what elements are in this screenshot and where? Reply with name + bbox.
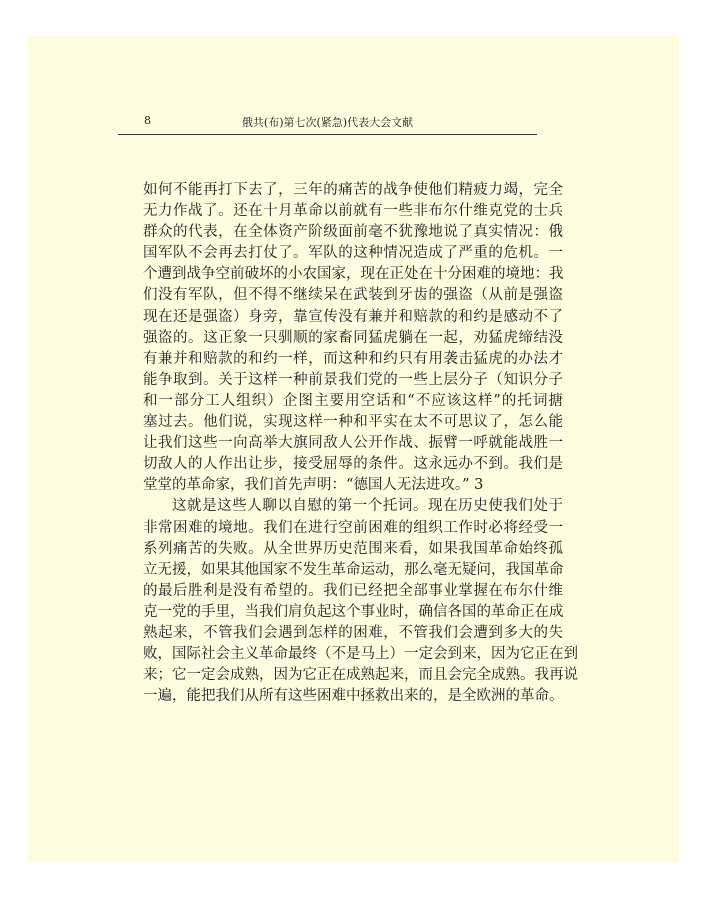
text-line: 有兼并和赔款的和约一样，而这种和约只有用袭击猛虎的办法才	[143, 350, 563, 367]
text-line: 来；它一定会成熟，因为它正在成熟起来，而且会完全成熟。我再说	[143, 667, 578, 684]
text-line: 让我们这些一向高举大旗同敌人公开作战、振臂一呼就能战胜一	[143, 435, 563, 452]
text-line: 群众的代表，在全体资产阶级面前毫不犹豫地说了真实情况：俄	[143, 224, 563, 241]
text-line: 这就是这些人聊以自慰的第一个托词。现在历史使我们处于	[172, 498, 563, 515]
text-line: 的最后胜利是没有希望的。我们已经把全部事业掌握在布尔什维	[143, 582, 563, 599]
text-line: 克一党的手里，当我们肩负起这个事业时，确信各国的革命正在成	[143, 603, 564, 620]
running-title: 俄共(布)第七次(紧急)代表大会文献	[241, 116, 414, 129]
paragraph	[143, 180, 563, 496]
text-line: 堂堂的革命家，我们首先声明：“德国人无法进攻。” 3	[143, 477, 484, 494]
text-line: 系列痛苦的失败。从全世界历史范围来看，如果我国革命始终孤	[143, 540, 563, 557]
text-line: 强盗的。这正象一只驯顺的家畜同猛虎躺在一起，劝猛虎缔结没	[143, 329, 563, 346]
text-line: 塞过去。他们说，实现这样一种和平实在太不可思议了，怎么能	[143, 414, 563, 431]
text-line: 一遍，能把我们从所有这些困难中拯救出来的，是全欧洲的革命。	[143, 688, 564, 705]
text-line: 如何不能再打下去了，三年的痛苦的战争使他们精疲力竭，完全	[143, 182, 563, 198]
text-line: 们没有军队，但不得不继续呆在武装到牙齿的强盗（从前是强盗	[143, 287, 563, 304]
body-text	[143, 180, 578, 707]
paragraph	[143, 496, 578, 707]
text-line: 个遭到战争空前破坏的小农国家，现在正处在十分困难的境地：我	[143, 266, 564, 283]
text-line: 立无援，如果其他国家不发生革命运动，那么毫无疑问，我国革命	[143, 561, 564, 578]
page-header	[118, 112, 537, 135]
text-line: 和一部分工人组织）企图主要用空话和“不应该这样”的托词搪	[143, 392, 563, 409]
text-line: 败，国际社会主义革命最终（不是马上）一定会到来，因为它正在到	[143, 646, 578, 663]
text-line: 现在还是强盗）身旁，靠宣传没有兼并和赔款的和约是感动不了	[143, 308, 563, 325]
text-line: 非常困难的境地。我们在进行空前困难的组织工作时必将经受一	[143, 519, 563, 536]
text-line: 切敌人的人作出让步，接受屈辱的条件。这永远办不到。我们是	[143, 456, 563, 473]
text-line: 无力作战了。还在十月革命以前就有一些非布尔什维克党的士兵	[143, 203, 563, 220]
page-number: 8	[144, 114, 151, 127]
text-line: 能争取到。关于这样一种前景我们党的一些上层分子（知识分子	[143, 371, 563, 388]
text-line: 熟起来，不管我们会遇到怎样的困难，不管我们会遭到多大的失	[143, 624, 563, 641]
text-line: 国军队不会再去打仗了。军队的这种情况造成了严重的危机。一	[143, 245, 563, 262]
